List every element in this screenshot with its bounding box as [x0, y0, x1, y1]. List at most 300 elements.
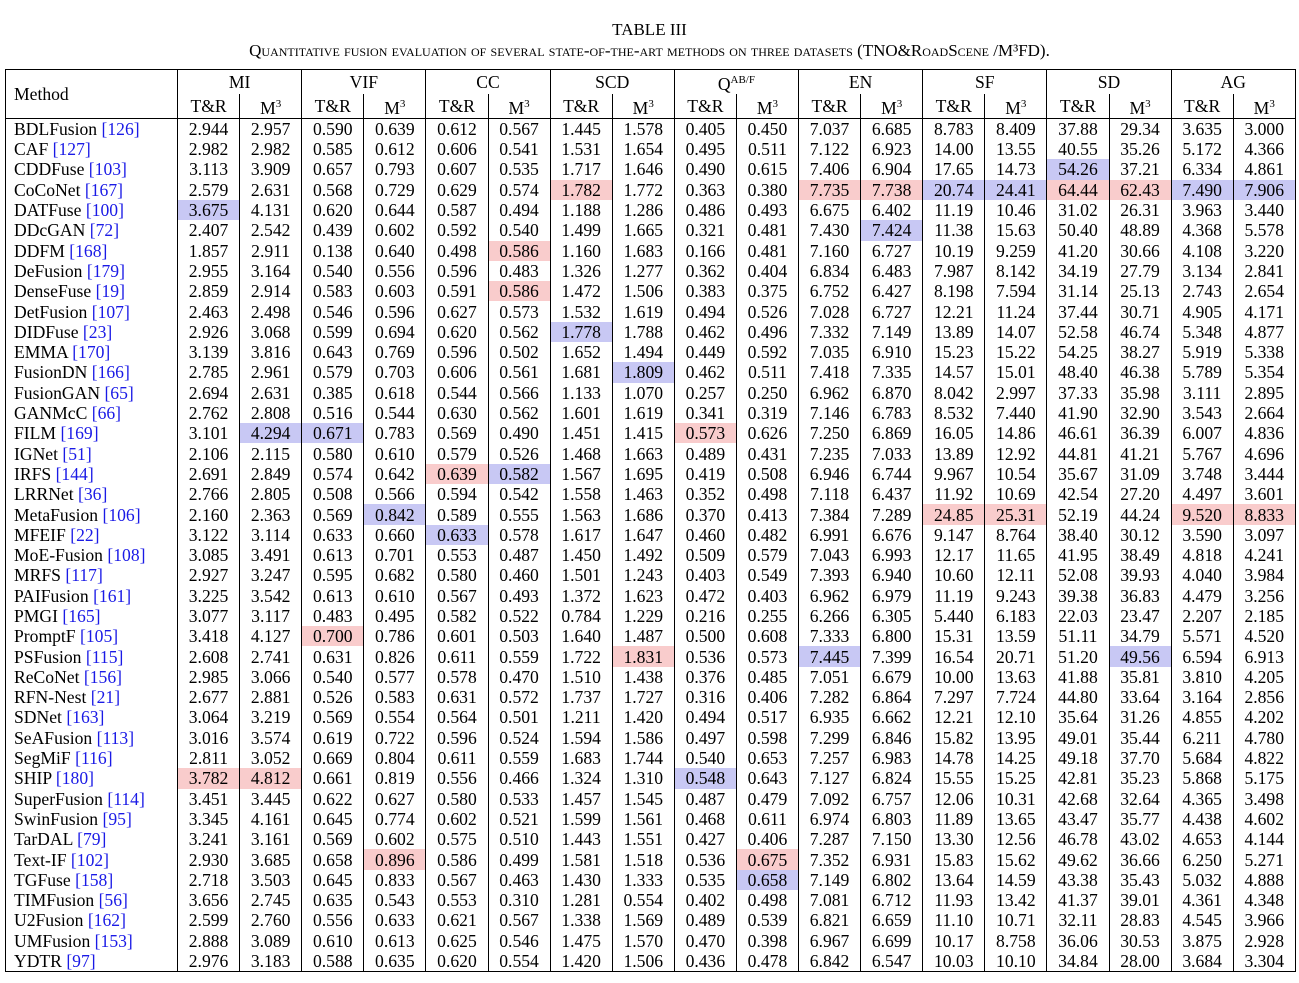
metric-value: 6.699	[861, 931, 923, 951]
metric-value: 2.856	[1233, 687, 1295, 707]
metric-value: 5.338	[1233, 342, 1295, 362]
metric-value: 0.540	[302, 667, 364, 687]
citation-link[interactable]: [165]	[62, 605, 101, 626]
metric-value: 1.499	[550, 220, 612, 240]
table-row	[6, 809, 1296, 829]
citation-link[interactable]: [168]	[69, 240, 108, 261]
citation-link[interactable]: [162]	[87, 910, 126, 931]
metric-value: 0.633	[364, 910, 426, 930]
subheader-m3: $M^3$	[240, 94, 302, 118]
citation-link[interactable]: [95]	[102, 808, 132, 829]
method-name: RFN-Nest [21]	[14, 687, 121, 708]
table-row	[6, 362, 1296, 382]
citation-link[interactable]: [102]	[70, 849, 110, 870]
metric-value: 0.495	[364, 606, 426, 626]
metric-value: 6.675	[799, 200, 861, 220]
metric-value: 4.294	[240, 423, 302, 443]
metric-value: 30.12	[1109, 525, 1171, 545]
method-name: U2Fusion [162]	[14, 910, 126, 931]
metric-value: 0.321	[674, 220, 736, 240]
metric-value: 0.556	[302, 910, 364, 930]
metric-value: 52.19	[1047, 504, 1109, 524]
method-name: SuperFusion [114]	[14, 788, 145, 809]
table-row	[6, 829, 1296, 849]
citation-link[interactable]: [65]	[104, 382, 134, 403]
metric-value: 2.927	[178, 565, 240, 585]
metric-value: 0.569	[426, 423, 488, 443]
citation-link[interactable]: [51]	[62, 443, 92, 464]
table-row	[6, 768, 1296, 788]
metric-value: 1.506	[612, 951, 674, 972]
metric-value: 0.774	[364, 809, 426, 829]
subheader-m3: $M^3$	[1233, 94, 1295, 118]
metric-value: 14.86	[985, 423, 1047, 443]
metric-value: 0.592	[426, 220, 488, 240]
metric-value: 4.812	[240, 768, 302, 788]
metric-value: 0.489	[674, 910, 736, 930]
citation-link[interactable]: [23]	[82, 321, 113, 342]
subheader-tr: T&R	[674, 94, 736, 118]
metric-value: 0.613	[302, 545, 364, 565]
metric-value: 4.836	[1233, 423, 1295, 443]
metric-value: 7.035	[799, 342, 861, 362]
metric-header: SCD	[550, 70, 674, 94]
metric-value: 11.65	[985, 545, 1047, 565]
metric-value: 3.445	[240, 789, 302, 809]
method-name: FusionGAN [65]	[14, 382, 134, 403]
citation-link[interactable]: [36]	[78, 484, 108, 505]
metric-value: 11.24	[985, 301, 1047, 321]
metric-value: 0.579	[426, 443, 488, 463]
metric-value: 48.40	[1047, 362, 1109, 382]
metric-value: 41.21	[1109, 443, 1171, 463]
metric-value: 1.281	[550, 890, 612, 910]
metric-value: 2.745	[240, 890, 302, 910]
metric-value: 0.611	[426, 646, 488, 666]
metric-value: 0.522	[488, 606, 550, 626]
metric-value: 0.541	[488, 139, 550, 159]
metric-value: 37.33	[1047, 383, 1109, 403]
metric-value: 10.46	[985, 200, 1047, 220]
metric-value: 2.743	[1171, 281, 1233, 301]
metric-value: 0.611	[736, 809, 798, 829]
method-name: DDcGAN [72]	[14, 220, 120, 241]
citation-link[interactable]: [113]	[96, 727, 135, 748]
metric-value: 0.436	[674, 951, 736, 972]
metric-value: 6.821	[799, 910, 861, 930]
metric-value: 0.398	[736, 931, 798, 951]
metric-value: 2.976	[178, 951, 240, 972]
metric-value: 0.404	[736, 261, 798, 281]
metric-value: 6.744	[861, 464, 923, 484]
citation-link[interactable]: [170]	[72, 342, 111, 363]
metric-value: 6.864	[861, 687, 923, 707]
metric-value: 4.348	[1233, 890, 1295, 910]
metric-value: 7.424	[861, 220, 923, 240]
metric-value: 0.526	[302, 687, 364, 707]
metric-value: 0.595	[302, 565, 364, 585]
metric-value: 1.457	[550, 789, 612, 809]
metric-value: 14.57	[923, 362, 985, 382]
citation-link[interactable]: [107]	[91, 301, 130, 322]
metric-value: 4.171	[1233, 301, 1295, 321]
table-header	[6, 70, 1296, 119]
metric-value: 0.462	[674, 362, 736, 382]
metric-value: 0.644	[364, 200, 426, 220]
method-name: DeFusion [179]	[14, 260, 125, 281]
citation-link[interactable]: [56]	[98, 890, 128, 911]
metric-value: 3.134	[1171, 261, 1233, 281]
metric-value: 1.695	[612, 464, 674, 484]
metric-value: 1.451	[550, 423, 612, 443]
metric-value: 1.445	[550, 118, 612, 139]
metric-value: 3.068	[240, 322, 302, 342]
table-row	[6, 403, 1296, 423]
metric-value: 0.483	[302, 606, 364, 626]
metric-value: 1.188	[550, 200, 612, 220]
citation-link[interactable]: [19]	[95, 281, 125, 302]
citation-link[interactable]: [169]	[60, 423, 99, 444]
metric-value: 1.599	[550, 809, 612, 829]
metric-value: 10.03	[923, 951, 985, 972]
citation-link[interactable]: [115]	[85, 646, 124, 667]
metric-value: 3.601	[1233, 484, 1295, 504]
metric-value: 3.114	[240, 525, 302, 545]
metric-value: 0.589	[426, 504, 488, 524]
citation-link[interactable]: [144]	[55, 463, 94, 484]
metric-value: 14.00	[923, 139, 985, 159]
metric-value: 6.757	[861, 789, 923, 809]
metric-value: 26.31	[1109, 200, 1171, 220]
metric-value: 0.564	[426, 707, 488, 727]
citation-link[interactable]: [79]	[77, 829, 107, 850]
metric-value: 10.71	[985, 910, 1047, 930]
metric-value: 0.559	[488, 646, 550, 666]
metric-value: 2.694	[178, 383, 240, 403]
metric-value: 4.497	[1171, 484, 1233, 504]
metric-value: 41.37	[1047, 890, 1109, 910]
table-row	[6, 159, 1296, 179]
metric-value: 6.266	[799, 606, 861, 626]
metric-value: 6.727	[861, 301, 923, 321]
table-row	[6, 241, 1296, 261]
metric-value: 5.684	[1171, 748, 1233, 768]
metric-value: 3.111	[1171, 383, 1233, 403]
metric-value: 3.064	[178, 707, 240, 727]
metric-value: 6.334	[1171, 159, 1233, 179]
citation-link[interactable]: [100]	[85, 200, 124, 221]
metric-value: 1.475	[550, 931, 612, 951]
metric-value: 8.042	[923, 383, 985, 403]
citation-link[interactable]: [22]	[70, 524, 100, 545]
metric-value: 0.535	[674, 870, 736, 890]
method-header: Method	[6, 70, 178, 119]
metric-value: 2.888	[178, 931, 240, 951]
metric-value: 46.61	[1047, 423, 1109, 443]
metric-value: 38.27	[1109, 342, 1171, 362]
citation-link[interactable]: [167]	[84, 179, 123, 200]
metric-value: 0.786	[364, 626, 426, 646]
metric-value: 39.93	[1109, 565, 1171, 585]
metric-value: 6.983	[861, 748, 923, 768]
metric-value: 0.462	[674, 322, 736, 342]
method-name: MFEIF [22]	[14, 524, 100, 545]
metric-value: 35.43	[1109, 870, 1171, 890]
metric-value: 0.613	[302, 586, 364, 606]
citation-link[interactable]: [153]	[94, 930, 133, 951]
metric-value: 3.498	[1233, 789, 1295, 809]
metric-value: 5.578	[1233, 220, 1295, 240]
citation-link[interactable]: [114]	[107, 788, 145, 809]
metric-value: 35.64	[1047, 707, 1109, 727]
metric-value: 0.671	[302, 423, 364, 443]
metric-value: 6.662	[861, 707, 923, 727]
metric-value: 6.979	[861, 586, 923, 606]
metric-value: 3.748	[1171, 464, 1233, 484]
metric-value: 3.984	[1233, 565, 1295, 585]
metric-value: 2.631	[240, 383, 302, 403]
metric-value: 1.545	[612, 789, 674, 809]
metric-value: 0.783	[364, 423, 426, 443]
metric-value: 6.846	[861, 728, 923, 748]
metric-value: 0.479	[736, 789, 798, 809]
metric-value: 3.966	[1233, 910, 1295, 930]
metric-value: 3.590	[1171, 525, 1233, 545]
metric-value: 3.345	[178, 809, 240, 829]
metric-value: 0.460	[488, 565, 550, 585]
metric-value: 6.211	[1171, 728, 1233, 748]
metric-value: 13.42	[985, 890, 1047, 910]
subheader-m3: $M^3$	[364, 94, 426, 118]
metric-header: CC	[426, 70, 550, 94]
metric-value: 3.161	[240, 829, 302, 849]
method-name: DATFuse [100]	[14, 200, 124, 221]
metric-value: 0.833	[364, 870, 426, 890]
metric-value: 0.567	[488, 910, 550, 930]
metric-value: 0.569	[302, 829, 364, 849]
metric-value: 6.802	[861, 870, 923, 890]
metric-value: 0.635	[302, 890, 364, 910]
metric-value: 2.982	[178, 139, 240, 159]
metric-value: 2.859	[178, 281, 240, 301]
metric-value: 2.961	[240, 362, 302, 382]
metric-value: 2.106	[178, 443, 240, 463]
metric-header: EN	[799, 70, 923, 94]
metric-value: 7.440	[985, 403, 1047, 423]
metric-value: 35.44	[1109, 728, 1171, 748]
metric-value: 6.842	[799, 951, 861, 972]
metric-value: 4.205	[1233, 667, 1295, 687]
metric-value: 0.554	[612, 890, 674, 910]
method-name: UMFusion [153]	[14, 930, 133, 951]
metric-value: 2.957	[240, 118, 302, 139]
metric-value: 0.653	[736, 748, 798, 768]
method-name: IRFS [144]	[14, 463, 94, 484]
metric-value: 2.691	[178, 464, 240, 484]
metric-value: 24.41	[985, 180, 1047, 200]
metric-value: 0.612	[426, 118, 488, 139]
metric-value: 1.647	[612, 525, 674, 545]
metric-value: 29.34	[1109, 118, 1171, 139]
metric-value: 1.326	[550, 261, 612, 281]
citation-link[interactable]: [21]	[90, 687, 121, 708]
method-name: YDTR [97]	[14, 951, 96, 972]
metric-value: 7.445	[799, 646, 861, 666]
metric-value: 0.406	[736, 829, 798, 849]
metric-value: 0.362	[674, 261, 736, 281]
citation-link[interactable]: [72]	[89, 220, 120, 241]
metric-value: 4.905	[1171, 301, 1233, 321]
metric-value: 0.635	[364, 951, 426, 972]
metric-value: 0.553	[426, 545, 488, 565]
metric-value: 9.259	[985, 241, 1047, 261]
metric-value: 1.665	[612, 220, 674, 240]
metric-value: 12.21	[923, 301, 985, 321]
citation-link[interactable]: [103]	[88, 159, 127, 180]
metric-value: 0.481	[736, 241, 798, 261]
metric-value: 6.783	[861, 403, 923, 423]
metric-value: 10.19	[923, 241, 985, 261]
metric-value: 35.26	[1109, 139, 1171, 159]
metric-value: 0.549	[736, 565, 798, 585]
metric-value: 39.01	[1109, 890, 1171, 910]
metric-value: 7.149	[799, 870, 861, 890]
citation-link[interactable]: [117]	[65, 565, 103, 586]
citation-link[interactable]: [180]	[55, 768, 94, 789]
metric-value: 0.577	[364, 667, 426, 687]
citation-link[interactable]: [158]	[75, 869, 114, 890]
metric-value: 0.618	[364, 383, 426, 403]
metric-value: 0.555	[488, 504, 550, 524]
citation-link[interactable]: [126]	[101, 118, 140, 139]
metric-value: 11.38	[923, 220, 985, 240]
citation-link[interactable]: [156]	[83, 666, 122, 687]
method-name: PSFusion [115]	[14, 646, 124, 667]
metric-value: 9.243	[985, 586, 1047, 606]
method-name: CoCoNet [167]	[14, 179, 123, 200]
metric-value: 0.657	[302, 159, 364, 179]
metric-value: 12.21	[923, 707, 985, 727]
metric-value: 0.588	[302, 951, 364, 972]
metric-value: 2.608	[178, 646, 240, 666]
citation-link[interactable]: [108]	[107, 545, 146, 566]
metric-value: 0.574	[488, 180, 550, 200]
metric-value: 1.229	[612, 606, 674, 626]
metric-value: 0.639	[426, 464, 488, 484]
metric-value: 43.47	[1047, 809, 1109, 829]
metric-value: 2.944	[178, 118, 240, 139]
metric-value: 2.407	[178, 220, 240, 240]
citation-link[interactable]: [166]	[91, 362, 130, 383]
metric-value: 1.438	[612, 667, 674, 687]
metric-value: 0.463	[488, 870, 550, 890]
citation-link[interactable]: [106]	[102, 504, 141, 525]
metric-value: 1.617	[550, 525, 612, 545]
metric-value: 38.49	[1109, 545, 1171, 565]
citation-link[interactable]: [66]	[91, 403, 122, 424]
citation-link[interactable]: [97]	[66, 951, 96, 972]
metric-value: 0.784	[550, 606, 612, 626]
metric-value: 0.472	[674, 586, 736, 606]
citation-link[interactable]: [161]	[93, 585, 132, 606]
metric-value: 1.133	[550, 383, 612, 403]
method-name: SeAFusion [113]	[14, 727, 135, 748]
metric-value: 0.630	[426, 403, 488, 423]
metric-value: 3.256	[1233, 586, 1295, 606]
metric-value: 2.160	[178, 504, 240, 524]
metric-value: 0.562	[488, 403, 550, 423]
metric-value: 0.501	[488, 707, 550, 727]
metric-value: 0.602	[364, 220, 426, 240]
metric-value: 2.928	[1233, 931, 1295, 951]
metric-value: 0.554	[364, 707, 426, 727]
metric-value: 7.289	[861, 504, 923, 524]
metric-value: 0.582	[426, 606, 488, 626]
metric-value: 1.782	[550, 180, 612, 200]
metric-value: 13.89	[923, 322, 985, 342]
metric-value: 0.535	[488, 159, 550, 179]
table-row	[6, 301, 1296, 321]
metric-value: 4.144	[1233, 829, 1295, 849]
table-row	[6, 118, 1296, 139]
metric-value: 35.77	[1109, 809, 1171, 829]
table-row	[6, 910, 1296, 930]
metric-value: 1.211	[550, 707, 612, 727]
table-row	[6, 707, 1296, 727]
metric-value: 0.842	[364, 504, 426, 524]
metric-value: 7.037	[799, 118, 861, 139]
metric-value: 1.619	[612, 403, 674, 423]
citation-link[interactable]: [105]	[80, 626, 119, 647]
method-name: DIDFuse [23]	[14, 321, 113, 342]
citation-link[interactable]: [116]	[75, 748, 113, 769]
table-row	[6, 200, 1296, 220]
metric-value: 5.172	[1171, 139, 1233, 159]
metric-value: 54.25	[1047, 342, 1109, 362]
citation-link[interactable]: [179]	[86, 260, 125, 281]
metric-value: 7.146	[799, 403, 861, 423]
metric-value: 0.498	[736, 484, 798, 504]
citation-link[interactable]: [127]	[52, 139, 91, 160]
metric-value: 0.481	[736, 220, 798, 240]
metric-value: 2.718	[178, 870, 240, 890]
metric-value: 7.150	[861, 829, 923, 849]
citation-link[interactable]: [163]	[66, 707, 105, 728]
metric-value: 10.00	[923, 667, 985, 687]
metric-value: 3.675	[178, 200, 240, 220]
metric-value: 6.913	[1233, 646, 1295, 666]
metric-value: 3.782	[178, 768, 240, 788]
metric-value: 3.635	[1171, 118, 1233, 139]
metric-value: 12.11	[985, 565, 1047, 585]
metric-value: 11.10	[923, 910, 985, 930]
metric-value: 2.741	[240, 646, 302, 666]
metric-value: 1.310	[612, 768, 674, 788]
metric-value: 1.487	[612, 626, 674, 646]
metric-value: 0.533	[488, 789, 550, 809]
metric-value: 0.494	[674, 707, 736, 727]
table-row	[6, 870, 1296, 890]
metric-value: 4.780	[1233, 728, 1295, 748]
metric-value: 4.368	[1171, 220, 1233, 240]
metric-value: 7.735	[799, 180, 861, 200]
metric-value: 0.413	[736, 504, 798, 524]
metric-value: 0.627	[426, 301, 488, 321]
metric-value: 0.385	[302, 383, 364, 403]
metric-value: 0.615	[736, 159, 798, 179]
metric-value: 0.319	[736, 403, 798, 423]
metric-value: 4.108	[1171, 241, 1233, 261]
